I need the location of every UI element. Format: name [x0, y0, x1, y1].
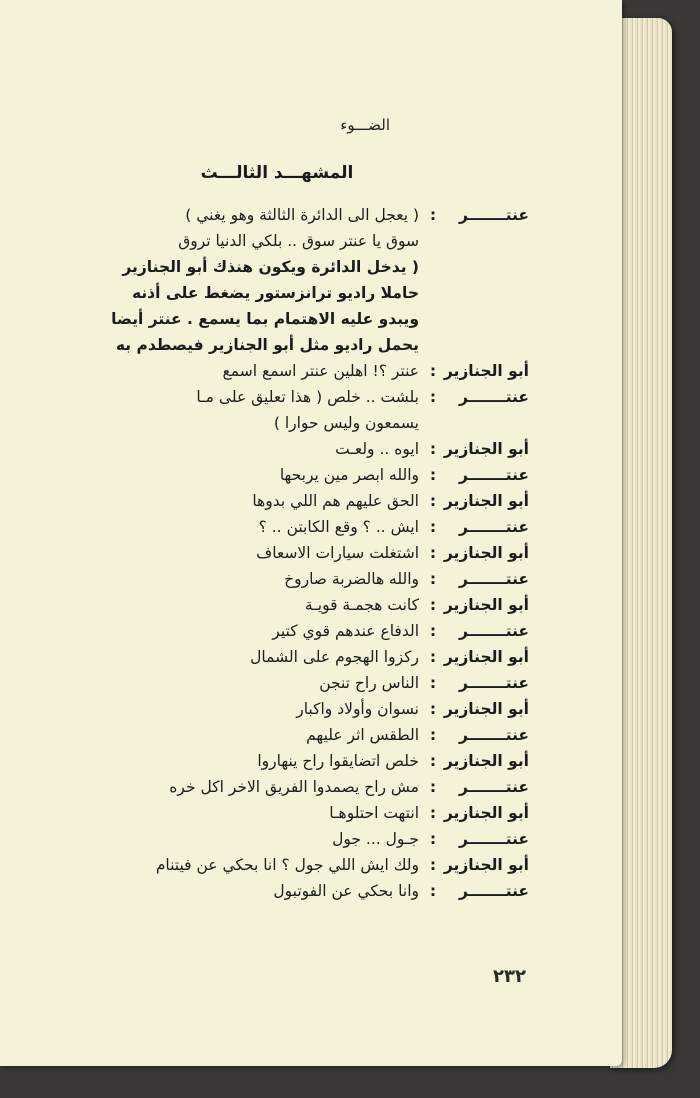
dialogue-row	[89, 800, 529, 826]
speech-text	[89, 696, 425, 722]
speaker-colon	[425, 566, 441, 592]
speaker-label: أبو الجنازير	[443, 596, 529, 614]
speech-line: ( يعجل الى الدائرة الثالثة وهو يغني )	[185, 206, 419, 224]
speech-line: ايوه .. ولعـت	[335, 440, 419, 458]
dialogue-row	[89, 670, 529, 696]
speech-text	[89, 436, 425, 462]
stage-direction-line: ويبدو عليه الاهتمام بما يسمع . عنتر أيضا	[111, 310, 419, 328]
speech-line: جـول ... جول	[332, 830, 419, 848]
speech-text	[89, 800, 425, 826]
dialogue-row	[89, 826, 529, 852]
colon-mark: :	[429, 206, 437, 224]
speaker-label: عنتـــــــر	[459, 206, 529, 224]
colon-mark: :	[429, 362, 437, 380]
speaker-colon	[425, 644, 441, 670]
speech-line: يسمعون وليس حوارا )	[273, 414, 419, 432]
dialogue-row	[89, 462, 529, 488]
speaker-name	[441, 696, 529, 722]
speaker-colon	[425, 800, 441, 826]
speaker-label: عنتـــــــر	[459, 830, 529, 848]
speaker-name	[441, 384, 529, 410]
speech-text	[89, 514, 425, 540]
colon-mark: :	[429, 778, 437, 796]
speaker-colon	[425, 514, 441, 540]
speech-text	[89, 826, 425, 852]
dialogue-row	[89, 592, 529, 618]
speaker-label: أبو الجنازير	[443, 804, 529, 822]
speaker-name	[441, 202, 529, 228]
speech-line: كانت هجمـة قويـة	[304, 596, 419, 614]
colon-mark: :	[429, 804, 437, 822]
speaker-colon	[425, 618, 441, 644]
speaker-label: عنتـــــــر	[459, 674, 529, 692]
speaker-label: عنتـــــــر	[459, 466, 529, 484]
dialogue-row	[89, 618, 529, 644]
speaker-label: أبو الجنازير	[443, 362, 529, 380]
speech-text	[89, 644, 425, 670]
colon-mark: :	[429, 752, 437, 770]
colon-mark: :	[429, 700, 437, 718]
speaker-colon	[425, 748, 441, 774]
speech-line: الدفاع عندهم قوي كتير	[272, 622, 419, 640]
speech-text	[89, 488, 425, 514]
colon-mark: :	[429, 518, 437, 536]
speaker-name	[441, 670, 529, 696]
stage-direction-line: يحمل راديو مثل أبو الجنازير فيصطدم به	[115, 336, 419, 354]
speaker-colon	[425, 358, 441, 384]
speech-text	[89, 852, 425, 878]
speech-line: الطقس اثر عليهم	[306, 726, 419, 744]
colon-mark: :	[429, 856, 437, 874]
speech-text	[89, 670, 425, 696]
speech-line: نسوان وأولاد واكبار	[296, 700, 419, 718]
colon-mark: :	[429, 544, 437, 562]
dialogue-row	[89, 852, 529, 878]
speech-text	[89, 540, 425, 566]
dialogue-row	[89, 722, 529, 748]
dialogue-row	[89, 566, 529, 592]
colon-mark: :	[429, 492, 437, 510]
scene-title	[0, 163, 622, 183]
speaker-name	[441, 878, 529, 904]
stage-direction-line: ( يدخل الدائرة ويكون هنذك أبو الجنازير	[122, 258, 419, 276]
speaker-colon	[425, 696, 441, 722]
speaker-name	[441, 462, 529, 488]
speaker-colon	[425, 540, 441, 566]
speech-line: اشتغلت سيارات الاسعاف	[256, 544, 419, 562]
stage-direction-line: حاملا راديو ترانزستور يضغط على أذنه	[131, 284, 419, 302]
speaker-colon	[425, 592, 441, 618]
speech-line: بلشت .. خلص ( هذا تعليق على مـا	[196, 388, 419, 406]
colon-mark: :	[429, 726, 437, 744]
speaker-name	[441, 722, 529, 748]
speaker-name	[441, 644, 529, 670]
speech-text	[89, 722, 425, 748]
colon-mark: :	[429, 596, 437, 614]
speaker-label: عنتـــــــر	[459, 622, 529, 640]
speech-text	[89, 384, 425, 436]
dialogue-row	[89, 748, 529, 774]
speech-text	[89, 566, 425, 592]
speaker-name	[441, 618, 529, 644]
speaker-label: عنتـــــــر	[459, 570, 529, 588]
speaker-label: أبو الجنازير	[443, 700, 529, 718]
speech-text	[89, 462, 425, 488]
speaker-colon	[425, 384, 441, 410]
speaker-name	[441, 358, 529, 384]
colon-mark: :	[429, 570, 437, 588]
speaker-colon	[425, 488, 441, 514]
speech-line: والله ابصر مين يربحها	[279, 466, 419, 484]
colon-mark: :	[429, 440, 437, 458]
colon-mark: :	[429, 622, 437, 640]
dialogue-row	[89, 202, 529, 358]
speaker-colon	[425, 462, 441, 488]
speaker-name	[441, 748, 529, 774]
speaker-name	[441, 852, 529, 878]
speech-line: سوق يا عنتر سوق .. بلكي الدنيا تروق	[178, 232, 419, 250]
speaker-name	[441, 488, 529, 514]
speaker-colon	[425, 852, 441, 878]
speech-text	[89, 878, 425, 904]
dialogue-row	[89, 696, 529, 722]
dialogue-row	[89, 358, 529, 384]
speaker-colon	[425, 436, 441, 462]
dialogue-row	[89, 436, 529, 462]
speaker-label: أبو الجنازير	[443, 492, 529, 510]
speaker-colon	[425, 826, 441, 852]
speaker-colon	[425, 670, 441, 696]
speaker-label: عنتـــــــر	[459, 388, 529, 406]
page-number: ٢٣٢	[493, 966, 526, 987]
speaker-name	[441, 540, 529, 566]
speech-line: وانا بحكي عن الفوتبول	[273, 882, 419, 900]
speaker-label: أبو الجنازير	[443, 544, 529, 562]
speaker-label: أبو الجنازير	[443, 856, 529, 874]
speech-text	[89, 618, 425, 644]
speaker-name	[441, 514, 529, 540]
speaker-name	[441, 774, 529, 800]
dialogue-row	[89, 644, 529, 670]
colon-mark: :	[429, 388, 437, 406]
speaker-label: عنتـــــــر	[459, 518, 529, 536]
speaker-label: عنتـــــــر	[459, 726, 529, 744]
colon-mark: :	[429, 882, 437, 900]
colon-mark: :	[429, 466, 437, 484]
dialogue-row	[89, 774, 529, 800]
speaker-label: عنتـــــــر	[459, 882, 529, 900]
speech-line: مش راح يصمدوا الفريق الاخر اكل خره	[169, 778, 419, 796]
speech-line: الناس راح تنجن	[319, 674, 419, 692]
speaker-colon	[425, 878, 441, 904]
speech-text	[89, 748, 425, 774]
colon-mark: :	[429, 648, 437, 666]
speaker-colon	[425, 202, 441, 228]
dialogue-row	[89, 488, 529, 514]
speaker-name	[441, 592, 529, 618]
speech-line: الحق عليهم هم اللي بدوها	[252, 492, 419, 510]
dialogue-row	[89, 384, 529, 436]
colon-mark: :	[429, 674, 437, 692]
dialogue-row	[89, 540, 529, 566]
dialogue	[89, 202, 529, 904]
speaker-name	[441, 826, 529, 852]
speech-line: ولك ايش اللي جول ؟ انا بحكي عن فيتنام	[155, 856, 419, 874]
speaker-label: أبو الجنازير	[443, 752, 529, 770]
speech-line: والله هالضربة صاروخ	[284, 570, 419, 588]
speaker-colon	[425, 722, 441, 748]
speech-line: خلص اتضايقوا راح ينهاروا	[257, 752, 419, 770]
speaker-colon	[425, 774, 441, 800]
speech-text	[89, 774, 425, 800]
speaker-name	[441, 800, 529, 826]
speaker-label: عنتـــــــر	[459, 778, 529, 796]
speech-text	[89, 592, 425, 618]
speech-line: عنتر ؟! اهلين عنتر اسمع اسمع	[222, 362, 419, 380]
speech-line: انتهت احتلوهـا	[329, 804, 419, 822]
speaker-label: أبو الجنازير	[443, 648, 529, 666]
speaker-label: أبو الجنازير	[443, 440, 529, 458]
dialogue-row	[89, 878, 529, 904]
speech-line: ركزوا الهجوم على الشمال	[250, 648, 419, 666]
dialogue-row	[89, 514, 529, 540]
speech-text	[89, 202, 425, 358]
speaker-name	[441, 566, 529, 592]
speech-line: ايش .. ؟ وقع الكابتن .. ؟	[258, 518, 419, 536]
running-head: الضـــوء	[340, 116, 390, 134]
colon-mark: :	[429, 830, 437, 848]
speech-text	[89, 358, 425, 384]
scene-title-text: المشهـــد الثالـــث	[200, 163, 354, 183]
speaker-name	[441, 436, 529, 462]
